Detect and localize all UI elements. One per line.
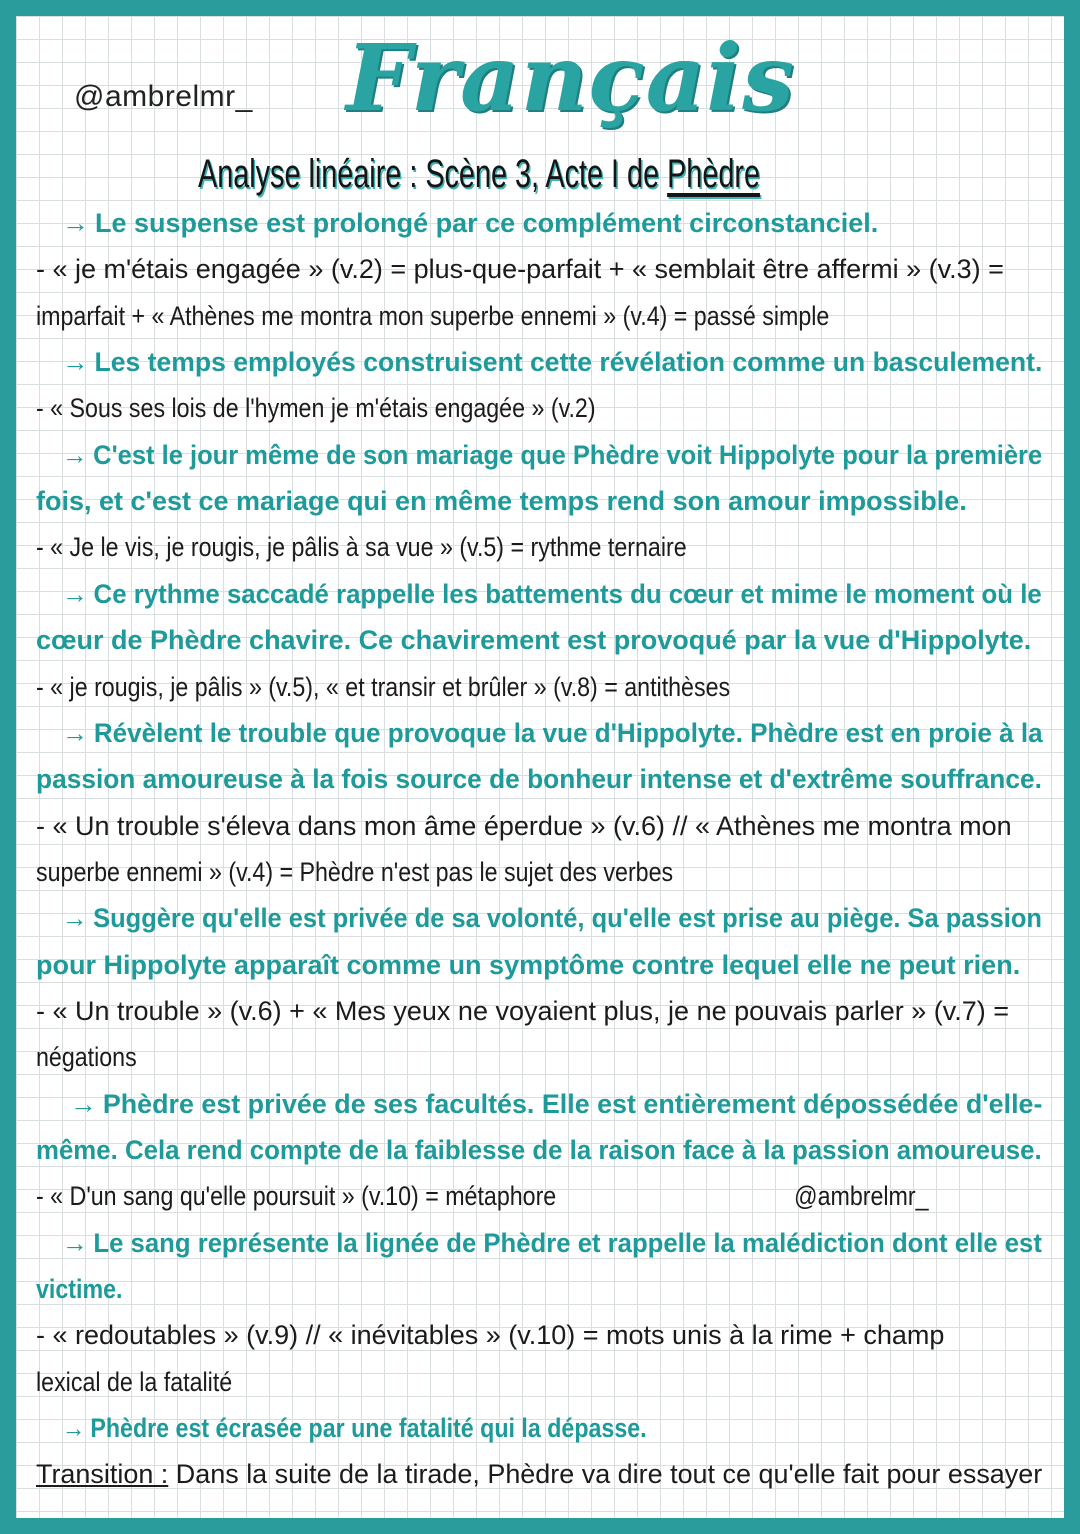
note-line-quote	[36, 385, 596, 431]
note-line-quote	[36, 988, 1009, 1034]
arrow-icon: →	[62, 578, 88, 609]
note-line-quote	[36, 1451, 1042, 1497]
note-line-commentary	[62, 432, 1042, 478]
note-line-commentary	[36, 756, 1042, 802]
line-text: - « Je le vis, je rougis, je pâlis à sa vue » (v.5) = rythme ternaire	[36, 532, 687, 563]
note-line-quote	[36, 849, 673, 895]
author-handle-inline: @ambrelmr_	[794, 1181, 929, 1212]
line-text: pour Hippolyte apparaît comme un symptôme contre lequel elle ne peut rien.	[36, 949, 1021, 980]
arrow-icon: →	[62, 347, 89, 378]
note-line-commentary	[62, 200, 878, 246]
line-text: passion amoureuse à la fois source de bonheur intense et d'extrême souffrance.	[36, 764, 1042, 795]
line-text: superbe ennemi » (v.4) = Phèdre n'est pas le sujet des verbes	[36, 856, 674, 887]
transition-label: Transition :	[36, 1459, 169, 1490]
line-text: - « redoutables » (v.9) // « inévitables » (v.10) = mots unis à la rime + champ	[36, 1320, 945, 1351]
line-text: Ce rythme saccadé rappelle les battements du cœur et mime le moment où le	[93, 578, 1042, 609]
line-text: - « je rougis, je pâlis » (v.5), « et transir et brûler » (v.8) = antithèses	[36, 671, 731, 702]
notebook-page	[16, 16, 1064, 1518]
note-line-quote	[36, 1359, 232, 1405]
line-text: lexical de la fatalité	[36, 1366, 233, 1397]
line-text: - « D'un sang qu'elle poursuit » (v.10) = métaphore	[36, 1181, 557, 1212]
note-line-commentary	[62, 571, 1042, 617]
page-title: Français	[346, 24, 796, 132]
line-text: négations	[36, 1042, 137, 1073]
arrow-icon: →	[70, 1088, 97, 1119]
note-line-commentary	[36, 942, 1020, 988]
note-line-commentary	[36, 1266, 122, 1312]
line-text: victime.	[36, 1274, 123, 1305]
note-line-quote	[36, 293, 829, 339]
line-text: - « je m'étais engagée » (v.2) = plus-que-parfait + « semblait être affermi » (v.3) =	[36, 254, 1004, 285]
line-text: même. Cela rend compte de la faiblesse de la raison face à la passion amoureuse.	[36, 1135, 1042, 1165]
author-handle: @ambrelmr_	[74, 80, 253, 113]
line-text: Les temps employés construisent cette révélation comme un basculement.	[94, 347, 1043, 378]
line-text: fois, et c'est ce mariage qui en même temps rend son amour impossible.	[36, 486, 967, 517]
line-text: Le sang représente la lignée de Phèdre et rappelle la malédiction dont elle est	[93, 1227, 1042, 1258]
line-text: - « Un trouble s'éleva dans mon âme éperdue » (v.6) // « Athènes me montra mon	[36, 810, 1012, 841]
line-text: C'est le jour même de son mariage que Phèdre voit Hippolyte pour la première	[93, 439, 1043, 470]
note-line-quote	[36, 1173, 556, 1219]
line-text: - « Sous ses lois de l'hymen je m'étais engagée » (v.2)	[36, 393, 596, 424]
note-line-commentary	[62, 339, 1042, 385]
note-line-commentary	[62, 895, 1042, 941]
line-text: cœur de Phèdre chavire. Ce chavirement est provoqué par la vue d'Hippolyte.	[36, 625, 1032, 656]
subtitle-play-title: Phèdre	[667, 152, 760, 196]
note-line-quote	[36, 246, 1004, 292]
note-line-commentary	[70, 1081, 1042, 1127]
page-subtitle	[198, 152, 760, 197]
arrow-icon: →	[62, 1227, 88, 1258]
line-text: Le suspense est prolongé par ce complément circonstanciel.	[95, 208, 879, 238]
note-line-commentary	[62, 1405, 647, 1451]
line-text: Dans la suite de la tirade, Phèdre va dire tout ce qu'elle fait pour essayer	[175, 1459, 1043, 1490]
arrow-icon: →	[62, 903, 88, 934]
note-line-commentary	[62, 710, 1043, 756]
line-text: - « Un trouble » (v.6) + « Mes yeux ne voyaient plus, je ne pouvais parler » (v.7) =	[36, 995, 1009, 1026]
line-text: Révèlent le trouble que provoque la vue d'Hippolyte. Phèdre est en proie à la	[93, 717, 1043, 748]
subtitle-text: Analyse linéaire : Scène 3, Acte I de	[198, 152, 668, 196]
arrow-icon: →	[62, 717, 89, 748]
note-line-commentary	[36, 1127, 1042, 1173]
note-line-quote	[36, 1034, 137, 1080]
line-text: imparfait + « Athènes me montra mon superbe ennemi » (v.4) = passé simple	[36, 300, 830, 331]
note-line-quote	[36, 524, 687, 570]
note-line-quote	[36, 664, 730, 710]
line-text: Suggère qu'elle est privée de sa volonté, qu'elle est prise au piège. Sa passion	[93, 903, 1042, 934]
line-text: Phèdre est privée de ses facultés. Elle est entièrement dépossédée d'elle-	[102, 1088, 1043, 1119]
arrow-icon: →	[62, 1413, 86, 1444]
note-line-quote	[36, 1312, 944, 1358]
line-text: Phèdre est écrasée par une fatalité qui la dépasse.	[90, 1413, 647, 1444]
arrow-icon: →	[62, 439, 88, 470]
note-line-quote	[36, 803, 1012, 849]
note-line-commentary	[62, 1220, 1042, 1266]
note-line-commentary	[36, 617, 1031, 663]
note-line-commentary	[36, 478, 967, 524]
arrow-icon: →	[62, 208, 89, 238]
